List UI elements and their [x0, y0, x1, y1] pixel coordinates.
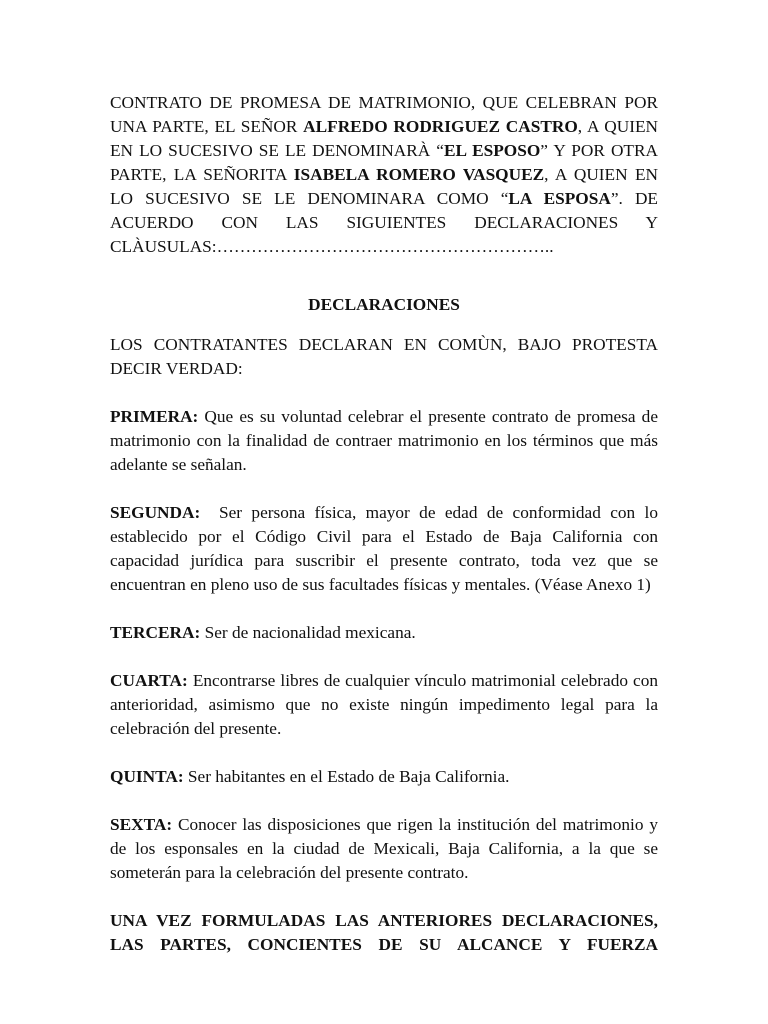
clause-label: SEXTA: — [110, 815, 173, 834]
groom-title: EL ESPOSO — [443, 141, 541, 160]
clause-quinta — [110, 765, 658, 789]
section-heading: DECLARACIONES — [308, 295, 460, 314]
clause-text: Conocer las disposiciones que rigen la institución del matrimonio y de los esponsales en la ciudad de Mexicali, Baja California, a la que se someterán para la celebración del presente contrato. — [110, 815, 658, 882]
groom-name: ALFREDO RODRIGUEZ CASTRO — [303, 117, 578, 136]
intro-text-4: , A QUIEN EN LO SUCESIVO SE LE DENOMINARA COMO “ — [110, 165, 659, 208]
clause-text: Que es su voluntad celebrar el presente contrato de promesa de matrimonio con la finalidad de contraer matrimonio en los términos que más adelante se señalan. — [110, 407, 658, 474]
clause-text: Ser habitantes en el Estado de Baja California. — [183, 767, 510, 786]
document-page — [110, 87, 663, 957]
bride-name: ISABELA ROMERO VASQUEZ — [293, 165, 545, 184]
clause-segunda — [110, 501, 663, 597]
clause-text: Encontrarse libres de cualquier vínculo matrimonial celebrado con anterioridad, asimismo que no existe ningún impedimento legal para la celebración del presente. — [110, 671, 658, 738]
clause-primera — [110, 405, 658, 477]
clause-text: Ser de nacionalidad mexicana. — [200, 623, 416, 642]
clause-text: Ser persona física, mayor de edad de conformidad con lo establecido por el Código Civil para el Estado de Baja California con capacidad jurídica para suscribir el presente contrato, toda vez que se encuentran en pleno uso de sus facultades físicas y mentales. (Véase Anexo 1) — [110, 503, 663, 594]
declarations-preamble: LOS CONTRATANTES DECLARAN EN COMÙN, BAJO PROTESTA DECIR VERDAD: — [110, 335, 658, 378]
clause-sexta — [110, 813, 658, 885]
clause-label: PRIMERA: — [110, 407, 199, 426]
clause-label: TERCERA: — [110, 623, 201, 642]
clause-label: QUINTA: — [110, 767, 184, 786]
intro-text-1: CONTRATO DE PROMESA DE MATRIMONIO, QUE CELEBRAN POR UNA PARTE, EL SEÑOR — [110, 93, 658, 136]
clause-label: CUARTA: — [110, 671, 188, 690]
intro-text-2: , A QUIEN EN LO SUCESIVO SE LE DENOMINARÀ “ — [110, 117, 658, 160]
clause-tercera — [110, 621, 658, 645]
intro-text-3: ” Y POR OTRA PARTE, LA SEÑORITA — [110, 141, 658, 184]
intro-text-5: ”. DE ACUERDO CON LAS SIGUIENTES DECLARACIONES Y CLÀUSULAS:………………………………………………….. — [110, 189, 658, 256]
contract-intro-paragraph — [110, 91, 658, 259]
bride-title: LA ESPOSA — [508, 189, 611, 208]
clause-cuarta — [110, 669, 658, 741]
clause-label: SEGUNDA: — [110, 503, 201, 522]
closing-paragraph: UNA VEZ FORMULADAS LAS ANTERIORES DECLARACIONES, LAS PARTES, CONCIENTES DE SU ALCANCE Y FUERZA — [110, 911, 658, 954]
